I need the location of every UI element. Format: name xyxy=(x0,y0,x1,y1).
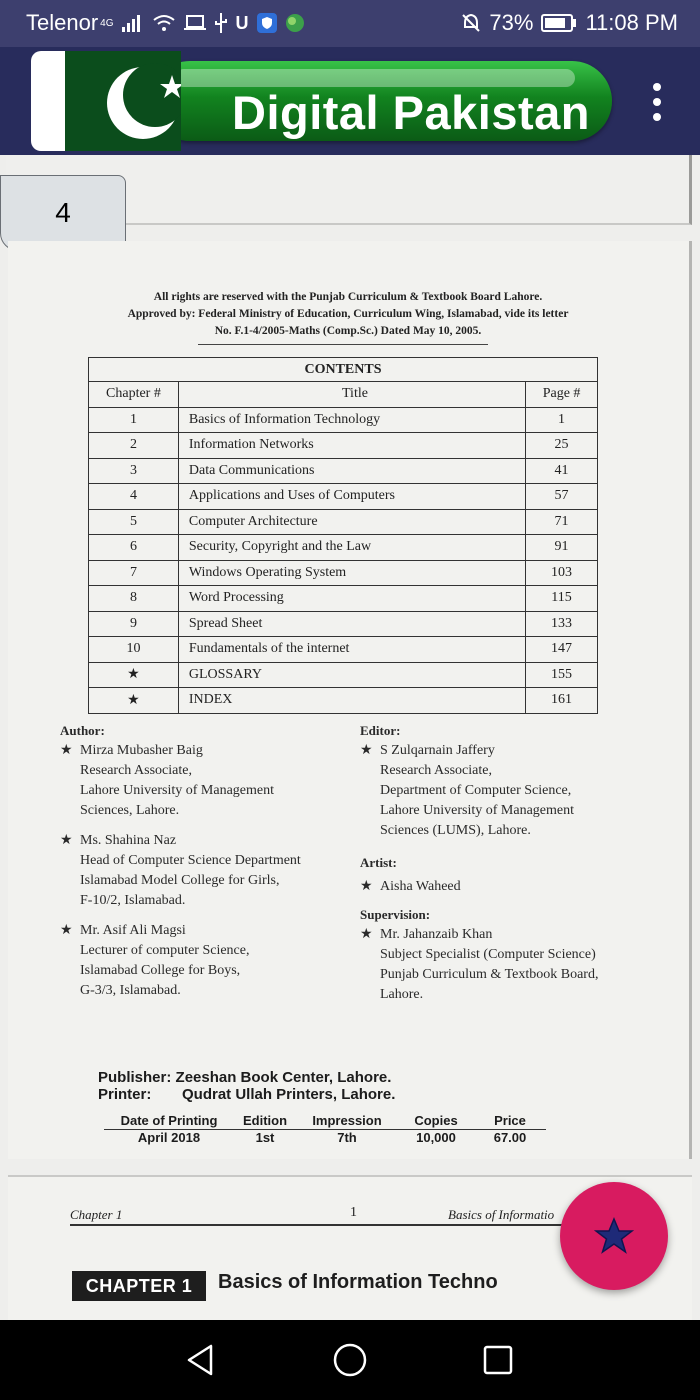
chapter-number: 1 xyxy=(89,407,179,433)
header-rule xyxy=(70,1224,630,1226)
table-row xyxy=(89,407,598,433)
chapter-page: 25 xyxy=(526,433,598,459)
bullet-star-icon: ★ xyxy=(60,833,73,848)
author-entry xyxy=(60,831,360,911)
editor-detail: Sciences (LUMS), Lahore. xyxy=(380,823,531,838)
running-header-left: Chapter 1 xyxy=(70,1207,123,1222)
running-page-number: 1 xyxy=(350,1205,357,1220)
chapter-number: 8 xyxy=(89,586,179,612)
chapter-number: 5 xyxy=(89,509,179,535)
chapter-page: 91 xyxy=(526,535,598,561)
author-detail: Lahore University of Management xyxy=(80,783,274,798)
publisher-label: Publisher: xyxy=(98,1069,172,1086)
chapter-page: 147 xyxy=(526,637,598,663)
app-bar xyxy=(0,47,700,155)
table-row xyxy=(89,611,598,637)
chapter-page: 71 xyxy=(526,509,598,535)
rights-line: Approved by: Federal Ministry of Education, Curriculum Wing, Islamabad, vide its letter xyxy=(127,308,569,320)
author-detail: Islamabad Model College for Girls, xyxy=(80,873,280,888)
chapter-badge: CHAPTER 1 xyxy=(72,1271,206,1301)
chapter-page: 103 xyxy=(526,560,598,586)
chapter-number: ★ xyxy=(89,688,179,714)
chapter-page: 1 xyxy=(526,407,598,433)
author-detail: Sciences, Lahore. xyxy=(80,803,180,818)
header-cell: Title xyxy=(178,382,525,408)
editors-section xyxy=(360,721,660,1005)
bullet-star-icon: ★ xyxy=(360,743,373,758)
printing-header: Copies xyxy=(414,1113,458,1128)
battery-percent: 73% xyxy=(489,10,534,35)
editor-name: S Zulqarnain Jaffery xyxy=(380,743,495,758)
supervisor-entry xyxy=(360,925,660,1005)
author-detail: G-3/3, Islamabad. xyxy=(80,983,181,998)
table-row xyxy=(89,433,598,459)
chapter-number: 9 xyxy=(89,611,179,637)
chapter-page: 57 xyxy=(526,484,598,510)
printing-header: Date of Printing xyxy=(120,1113,218,1128)
running-header-right: Basics of Informatio xyxy=(448,1207,555,1222)
rights-line: No. F.1-4/2005-Maths (Comp.Sc.) Dated May 10, 2005. xyxy=(214,325,482,337)
chapter-title: Basics of Information Technology xyxy=(178,407,525,433)
header-cell: Chapter # xyxy=(89,382,179,408)
printing-details xyxy=(104,1113,546,1145)
signal-icon xyxy=(122,14,144,32)
wifi-icon xyxy=(152,14,176,32)
table-row xyxy=(89,688,598,714)
chapter-page: 155 xyxy=(526,662,598,688)
author-detail: Lecturer of computer Science, xyxy=(80,943,250,958)
printing-header: Edition xyxy=(242,1113,288,1128)
publisher-name: Zeeshan Book Center, Lahore. xyxy=(175,1069,392,1086)
chapter-title: Security, Copyright and the Law xyxy=(178,535,525,561)
star-icon xyxy=(594,1216,634,1256)
chapter-title: Computer Architecture xyxy=(178,509,525,535)
back-triangle-icon[interactable] xyxy=(180,1340,220,1380)
chapter-title: Windows Operating System xyxy=(178,560,525,586)
pdf-viewer[interactable] xyxy=(0,155,700,1320)
chapter-number: 2 xyxy=(89,433,179,459)
u-app-icon: U xyxy=(235,13,249,33)
table-row xyxy=(89,509,598,535)
chapter-number: ★ xyxy=(89,662,179,688)
shield-icon xyxy=(257,13,277,33)
table-row xyxy=(89,458,598,484)
chapter-title: Information Networks xyxy=(178,433,525,459)
table-row xyxy=(89,637,598,663)
author-detail: Research Associate, xyxy=(80,763,192,778)
printing-value: 67.00 xyxy=(493,1130,527,1145)
printer-label: Printer: xyxy=(98,1086,152,1103)
printing-header: Impression xyxy=(312,1113,382,1128)
editor-detail: Lahore University of Management xyxy=(380,803,574,818)
more-vert-icon[interactable] xyxy=(645,83,669,121)
chapter-heading: Basics of Information Techno xyxy=(218,1271,498,1293)
usb-icon xyxy=(214,13,228,33)
chapter-title: Spread Sheet xyxy=(178,611,525,637)
author-detail: Head of Computer Science Department xyxy=(80,853,301,868)
printing-header: Price xyxy=(494,1113,526,1128)
notifications-off-icon xyxy=(461,13,481,33)
table-row xyxy=(89,662,598,688)
page-number-indicator: 4 xyxy=(0,175,126,251)
editor-entry xyxy=(360,741,660,841)
chapter-title: INDEX xyxy=(178,688,525,714)
author-name: Ms. Shahina Naz xyxy=(80,833,177,848)
favorite-fab-button[interactable] xyxy=(560,1182,668,1290)
chapter-number: 10 xyxy=(89,637,179,663)
pakistan-flag-logo xyxy=(31,51,181,151)
author-entry xyxy=(60,741,360,821)
chapter-number: 7 xyxy=(89,560,179,586)
table-row xyxy=(89,560,598,586)
divider xyxy=(198,344,488,345)
table-row xyxy=(89,586,598,612)
printing-value: 1st xyxy=(255,1130,275,1145)
system-nav-bar xyxy=(0,1320,700,1400)
network-type: 4G xyxy=(100,17,114,29)
author-detail: F-10/2, Islamabad. xyxy=(80,893,186,908)
globe-icon xyxy=(285,13,305,33)
home-circle-icon[interactable] xyxy=(330,1340,370,1380)
table-row xyxy=(89,484,598,510)
publisher-info xyxy=(98,1069,395,1103)
contents-table xyxy=(88,357,598,714)
editor-detail: Department of Computer Science, xyxy=(380,783,572,798)
laptop-icon xyxy=(184,14,206,32)
chapter-page: 161 xyxy=(526,688,598,714)
printing-header-row xyxy=(104,1113,546,1130)
chapter-title: Applications and Uses of Computers xyxy=(178,484,525,510)
author-detail: Islamabad College for Boys, xyxy=(80,963,241,978)
chapter-page: 41 xyxy=(526,458,598,484)
bullet-star-icon: ★ xyxy=(360,879,373,894)
chapter-number: 6 xyxy=(89,535,179,561)
bullet-star-icon: ★ xyxy=(60,923,73,938)
chapter-title: Fundamentals of the internet xyxy=(178,637,525,663)
chapter-number: 3 xyxy=(89,458,179,484)
printing-value: 7th xyxy=(337,1130,357,1145)
printing-value: 10,000 xyxy=(416,1130,456,1145)
supervisor-detail: Lahore. xyxy=(380,987,424,1002)
printer-name: Qudrat Ullah Printers, Lahore. xyxy=(182,1086,396,1103)
status-bar xyxy=(0,0,700,47)
supervisor-name: Mr. Jahanzaib Khan xyxy=(380,927,493,942)
artist-name: Aisha Waheed xyxy=(380,879,461,894)
clock: 11:08 PM xyxy=(585,10,678,35)
rights-line: All rights are reserved with the Punjab Curriculum & Textbook Board Lahore. xyxy=(153,291,543,303)
supervisor-detail: Punjab Curriculum & Textbook Board, xyxy=(380,967,599,982)
battery-icon xyxy=(541,14,577,32)
contents-caption: CONTENTS xyxy=(89,358,598,382)
bullet-star-icon: ★ xyxy=(360,927,373,942)
artist-entry xyxy=(360,877,660,897)
printing-value: April 2018 xyxy=(137,1130,201,1145)
carrier-label: Telenor xyxy=(26,10,99,35)
author-entry xyxy=(60,921,360,1001)
editor-detail: Research Associate, xyxy=(380,763,492,778)
table-header-row xyxy=(89,382,598,408)
document-page xyxy=(8,241,692,1159)
table-row xyxy=(89,535,598,561)
bullet-star-icon: ★ xyxy=(60,743,73,758)
chapter-title: Data Communications xyxy=(178,458,525,484)
rights-notice xyxy=(68,289,628,340)
author-name: Mirza Mubasher Baig xyxy=(80,743,203,758)
authors-heading: Author: xyxy=(60,723,105,738)
editor-heading: Editor: xyxy=(360,723,401,738)
artist-heading: Artist: xyxy=(360,855,397,870)
recents-square-icon[interactable] xyxy=(478,1340,518,1380)
authors-section xyxy=(60,721,360,1001)
chapter-page: 115 xyxy=(526,586,598,612)
supervision-heading: Supervision: xyxy=(360,907,431,922)
supervisor-detail: Subject Specialist (Computer Science) xyxy=(380,947,596,962)
chapter-number: 4 xyxy=(89,484,179,510)
chapter-title: GLOSSARY xyxy=(178,662,525,688)
app-title: Digital Pakistan xyxy=(232,86,590,139)
author-name: Mr. Asif Ali Magsi xyxy=(80,923,186,938)
header-cell: Page # xyxy=(526,382,598,408)
printing-value-row xyxy=(104,1130,546,1145)
chapter-page: 133 xyxy=(526,611,598,637)
chapter-title: Word Processing xyxy=(178,586,525,612)
